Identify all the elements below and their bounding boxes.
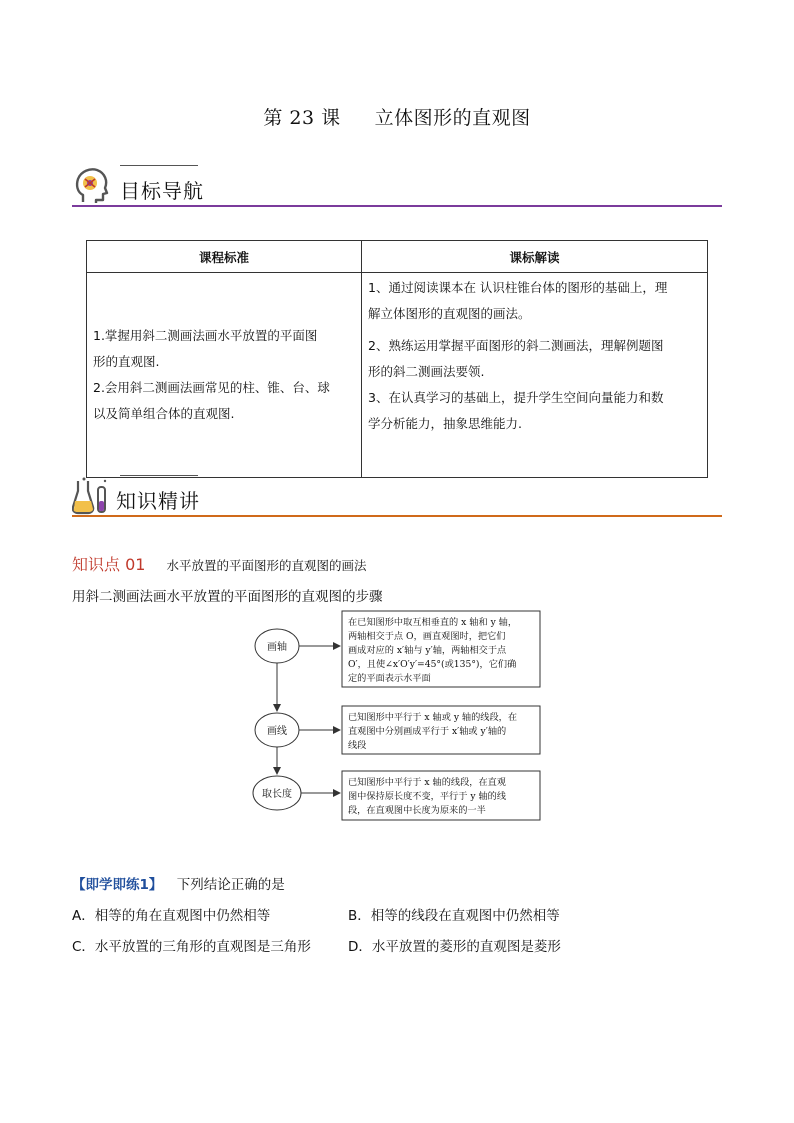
interpretation-line: 2、熟练运用掌握平面图形的斜二测画法，理解例题图	[368, 338, 664, 353]
flow-box-text: 在已知图形中取互相垂直的 x 轴和 y 轴，	[348, 617, 518, 628]
section-knowledge-title: 知识精讲	[116, 489, 200, 513]
section-divider	[72, 515, 722, 517]
standard-line: 1.掌握用斜二测画法画水平放置的平面图	[93, 328, 318, 343]
interpretation-line: 形的斜二测画法要领.	[368, 364, 485, 379]
standard-line: 形的直观图.	[93, 354, 160, 369]
section-goals-title: 目标导航	[120, 179, 204, 203]
standard-cell	[87, 273, 362, 478]
lab-flask-icon	[72, 477, 112, 515]
option-c[interactable]: C．水平放置的三角形的直观图是三角形	[72, 939, 311, 955]
lesson-number: 第 23 课	[263, 107, 341, 129]
flow-box-text: 段，在直观图中长度为原来的一半	[348, 805, 486, 816]
knowledge-point-name: 水平放置的平面图形的直观图的画法	[166, 558, 367, 573]
flow-node-label: 画轴	[267, 642, 287, 653]
interpretation-line: 解立体图形的直观图的画法。	[368, 306, 531, 321]
page-title	[0, 103, 794, 130]
option-d[interactable]: D．水平放置的菱形的直观图是菱形	[348, 939, 561, 955]
interpretation-cell	[362, 273, 708, 478]
option-b[interactable]: B．相等的线段在直观图中仍然相等	[348, 908, 560, 924]
flow-box-text: 已知图形中平行于 x 轴的线段，在直观	[348, 777, 507, 788]
flow-box-text: O′，且使∠x′O′y′=45°(或135°)，它们确	[348, 659, 517, 670]
flow-box-text: 线段	[348, 740, 367, 751]
flow-box-text: 两轴相交于点 O，画直观图时，把它们	[348, 631, 506, 642]
goals-table	[86, 240, 708, 478]
table-header: 课程标准	[87, 241, 362, 273]
steps-flowchart	[250, 610, 550, 825]
lesson-topic: 立体图形的直观图	[374, 107, 531, 129]
standard-line: 2.会用斜二测画法画常见的柱、锥、台、球	[93, 380, 330, 395]
flow-box-text: 图中保持原长度不变，平行于 y 轴的线	[348, 791, 507, 802]
exercise-heading	[72, 873, 285, 893]
knowledge-point-heading	[72, 552, 367, 575]
steps-intro: 用斜二测画法画水平放置的平面图形的直观图的步骤	[72, 589, 383, 605]
flow-box-text: 已知图形中平行于 x 轴或 y 轴的线段，在	[348, 712, 518, 723]
section-divider	[72, 205, 722, 207]
exercise-question: 下列结论正确的是	[176, 877, 285, 893]
interpretation-line: 学分析能力，抽象思维能力.	[368, 416, 522, 431]
flow-box-text: 直观图中分别画成平行于 x′轴或 y′轴的	[348, 726, 507, 737]
exercise-tag: 【即学即练1】	[72, 877, 163, 893]
head-brain-icon	[74, 167, 110, 205]
standard-line: 以及简单组合体的直观图.	[93, 406, 235, 421]
knowledge-point-label: 知识点 01	[72, 555, 146, 574]
flow-node-label: 取长度	[262, 789, 292, 800]
option-a[interactable]: A．相等的角在直观图中仍然相等	[72, 908, 271, 924]
flow-node-label: 画线	[267, 726, 287, 737]
table-header: 课标解读	[362, 241, 708, 273]
flow-box-text: 画成对应的 x′轴与 y′轴，两轴相交于点	[348, 645, 507, 656]
interpretation-line: 3、在认真学习的基础上，提升学生空间向量能力和数	[368, 390, 664, 405]
interpretation-line: 1、通过阅读课本在 认识柱锥台体的图形的基础上，理	[368, 280, 668, 295]
section-goals	[72, 167, 722, 207]
flow-box-text: 定的平面表示水平面	[348, 673, 431, 684]
section-knowledge	[72, 477, 722, 517]
